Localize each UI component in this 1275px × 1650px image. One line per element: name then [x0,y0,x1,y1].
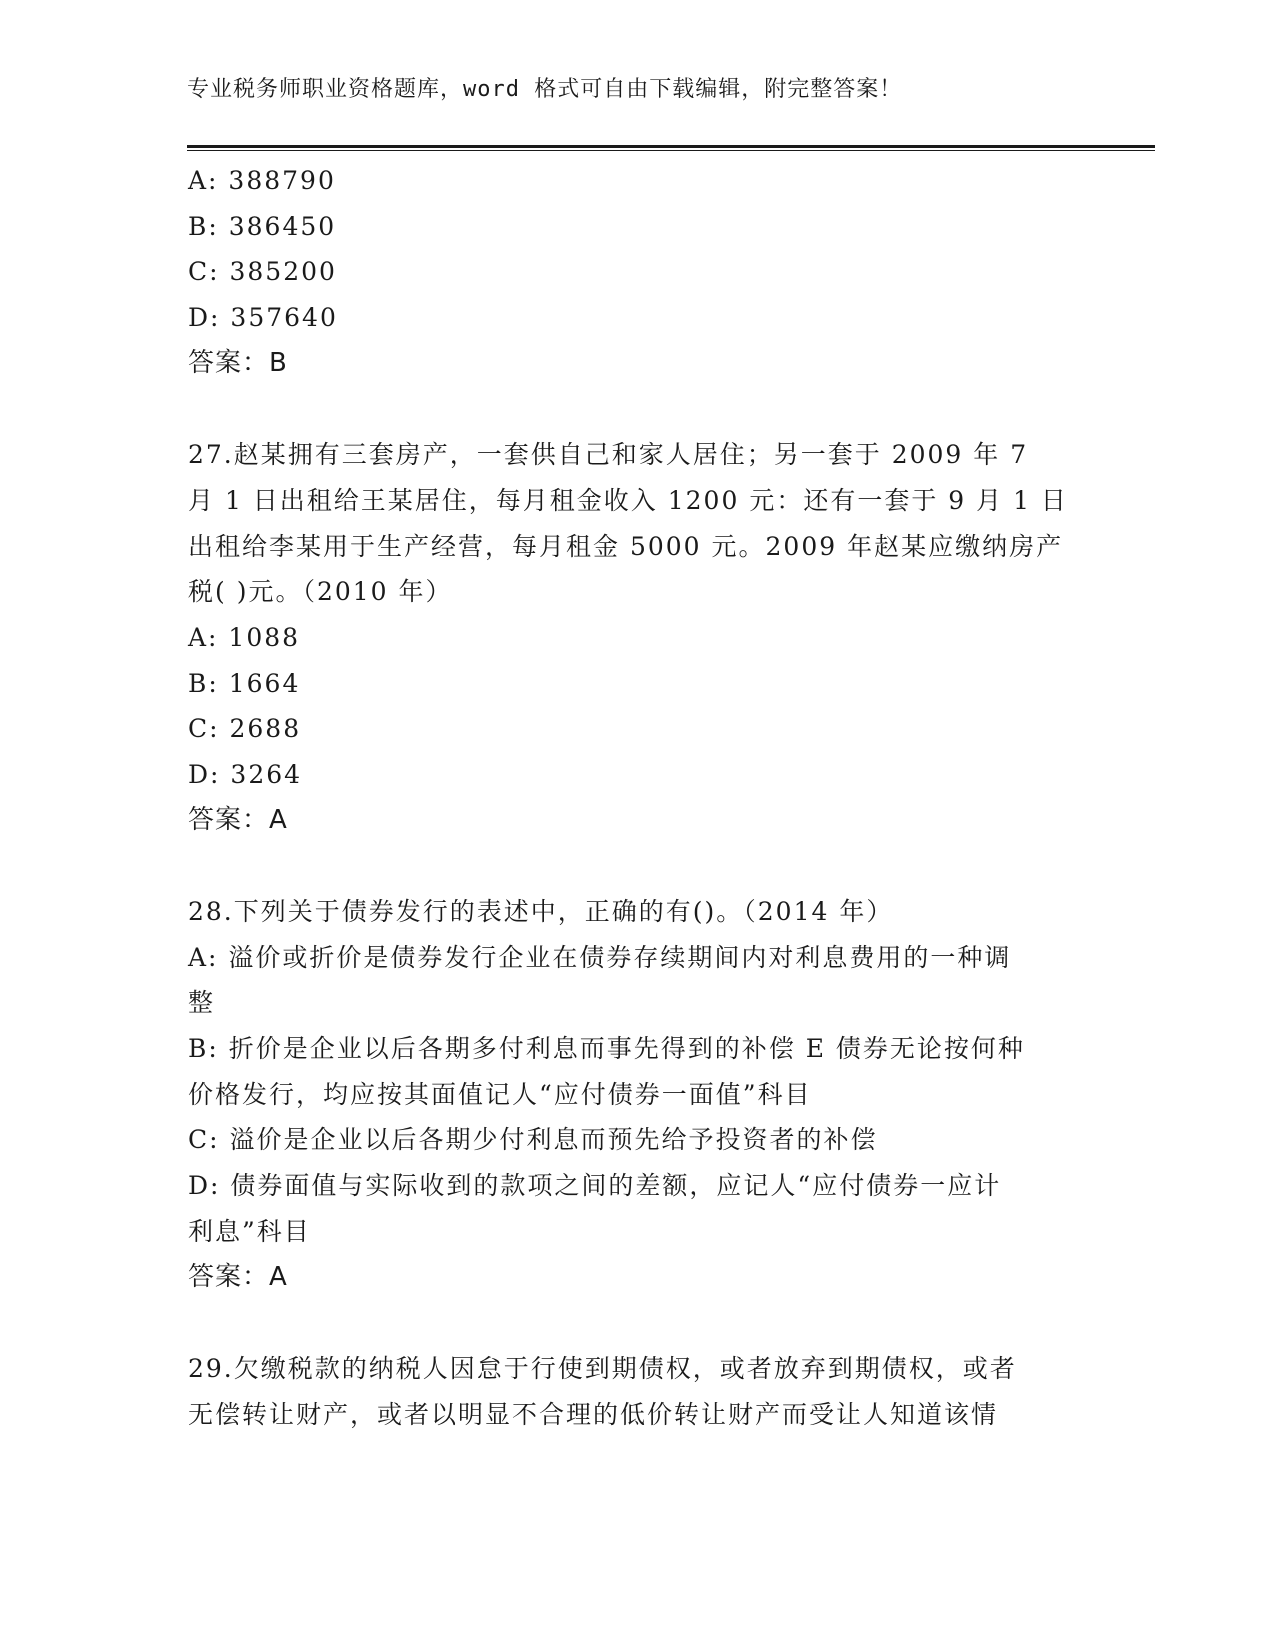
question-27-line: 税( )元。（2010 年） [188,577,453,607]
question-27 [188,432,1088,843]
header-rule-thin [187,150,1155,151]
prev-question-answer: 答案：B [188,347,288,378]
option-d: D: 357640 [188,303,338,333]
page-header: 专业税务师职业资格题库，word 格式可自由下载编辑，附完整答案！ [187,77,903,102]
option-b: B: 折价是企业以后各期多付利息而事先得到的补偿 E 债券无论按何种 [188,1034,1025,1064]
question-27-line: 出租给李某用于生产经营，每月租金 5000 元。2009 年赵某应缴纳房产 [188,531,1064,561]
question-29-line: 无偿转让财产，或者以明显不合理的低价转让财产而受让人知道该情 [188,1399,999,1429]
question-29 [188,1346,1088,1437]
question-27-line: 月 1 日出租给王某居住，每月租金收入 1200 元：还有一套于 9 月 1 日 [188,485,1068,515]
spacer [188,386,1088,432]
option-d-continued: 利息”科目 [188,1216,311,1246]
prev-question-options [188,158,1088,341]
option-c: C: 溢价是企业以后各期少付利息而预先给予投资者的补偿 [188,1125,878,1155]
question-28-stem: 28.下列关于债券发行的表述中，正确的有()。（2014 年） [188,897,894,926]
option-b: B: 386450 [188,211,337,241]
option-b-continued: 价格发行，均应按其面值记人“应付债券一面值”科目 [188,1079,812,1109]
header-rule-thick [187,145,1155,148]
option-d: D: 3264 [188,759,303,789]
option-c: C: 385200 [188,257,337,287]
question-29-line: 29.欠缴税款的纳税人因怠于行使到期债权，或者放弃到期债权，或者 [188,1353,1017,1383]
option-d: D: 债券面值与实际收到的款项之间的差额，应记人“应付债券一应计 [188,1171,1002,1201]
option-b: B: 1664 [188,668,301,698]
question-28-answer: 答案：A [188,1261,288,1292]
option-c: C: 2688 [188,714,302,744]
question-27-answer: 答案：A [188,804,288,835]
spacer [188,1300,1088,1346]
option-a: A: 388790 [188,166,336,195]
question-27-line: 27.赵某拥有三套房产，一套供自己和家人居住；另一套于 2009 年 7 [188,440,1029,470]
option-a: A: 溢价或折价是债券发行企业在债券存续期间内对利息费用的一种调 [188,942,1012,972]
option-a: A: 1088 [188,622,301,652]
spacer [188,843,1088,889]
question-28 [188,889,1088,1300]
option-a-continued: 整 [188,988,216,1018]
document-body [188,158,1088,1437]
